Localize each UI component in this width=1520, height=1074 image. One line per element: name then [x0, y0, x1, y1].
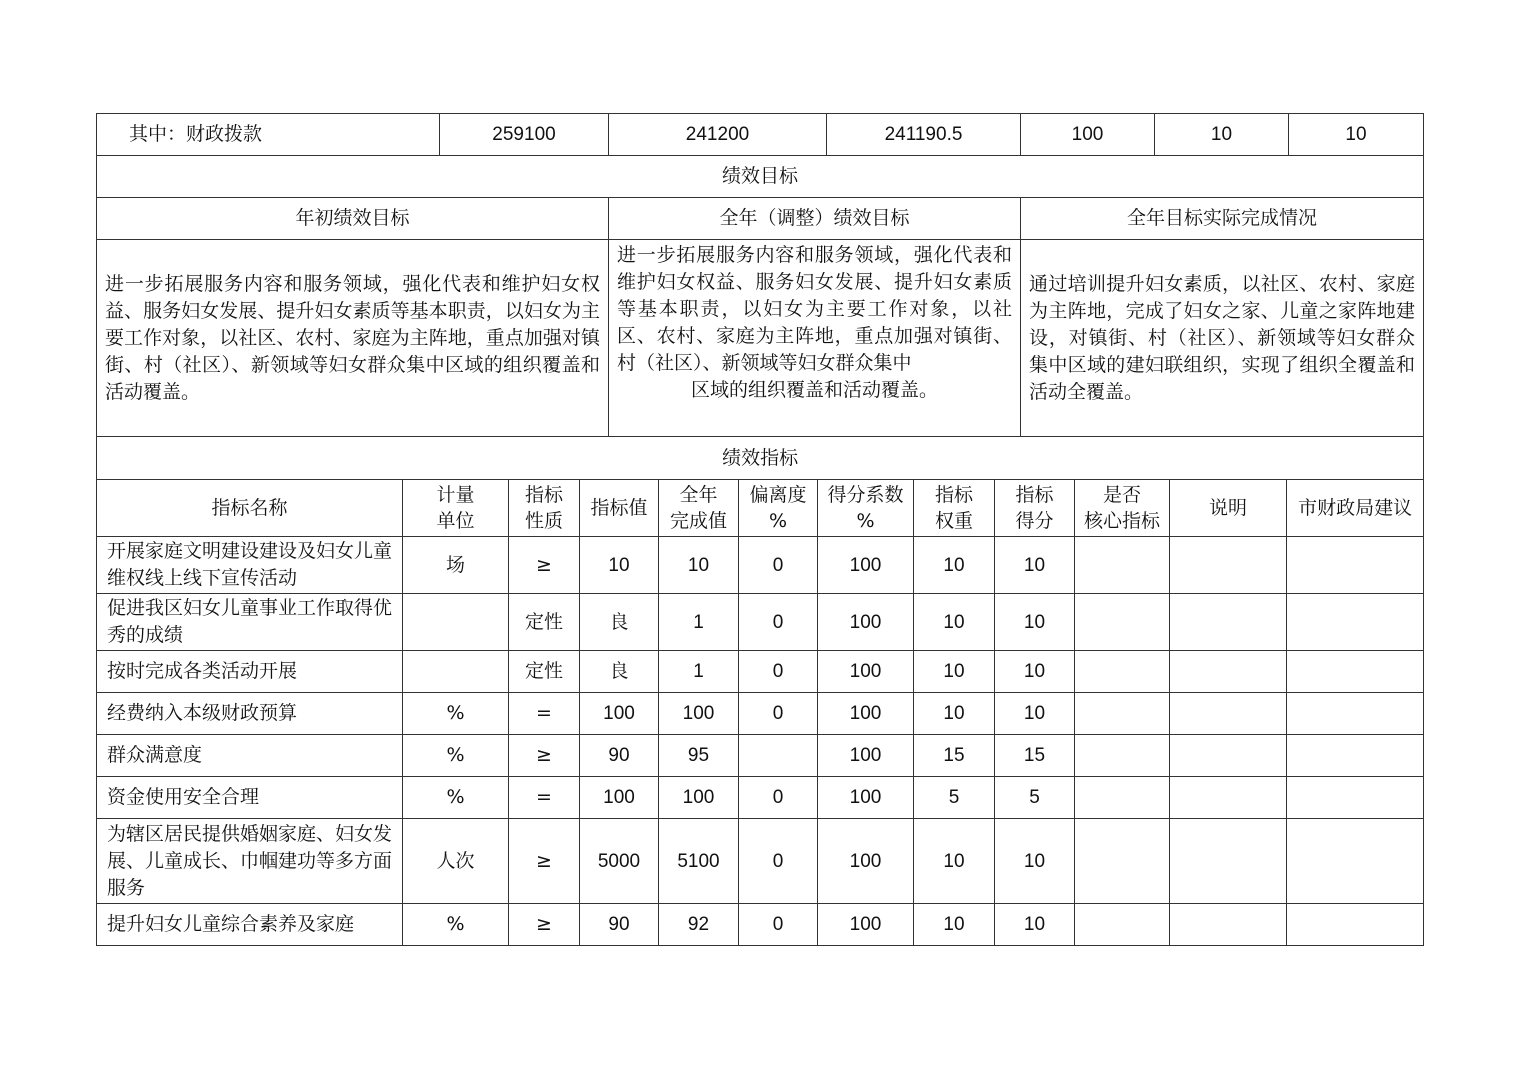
indicator-weight: 5 [914, 777, 995, 819]
indicator-name: 经费纳入本级财政预算 [97, 693, 403, 735]
indicator-deviation: 0 [739, 693, 818, 735]
indicator-weight: 10 [914, 904, 995, 946]
indicators-section-title: 绩效指标 [97, 437, 1424, 480]
funding-value: 241200 [609, 114, 827, 156]
indicator-name: 为辖区居民提供婚姻家庭、妇女发展、儿童成长、巾帼建功等多方面服务 [97, 819, 403, 904]
indicator-nature: ≥ [509, 904, 580, 946]
funding-value: 10 [1155, 114, 1289, 156]
funding-row [97, 114, 1424, 156]
indicator-core [1075, 819, 1170, 904]
indicator-done: 95 [659, 735, 739, 777]
indicator-value: 100 [580, 777, 659, 819]
goals-table [96, 113, 1424, 437]
indicator-coefficient: 100 [818, 537, 914, 594]
indicator-value: 90 [580, 735, 659, 777]
indicator-unit [403, 594, 509, 651]
indicator-done: 1 [659, 651, 739, 693]
header-weight: 指标 权重 [914, 480, 995, 537]
indicator-deviation [739, 735, 818, 777]
header-value: 指标值 [580, 480, 659, 537]
indicator-nature: 定性 [509, 594, 580, 651]
indicator-advice [1287, 594, 1424, 651]
indicator-advice [1287, 537, 1424, 594]
indicator-weight: 10 [914, 651, 995, 693]
indicator-advice [1287, 735, 1424, 777]
indicator-score: 10 [995, 819, 1075, 904]
indicator-note [1170, 594, 1287, 651]
indicator-value: 90 [580, 904, 659, 946]
indicator-unit: % [403, 777, 509, 819]
indicator-unit: 场 [403, 537, 509, 594]
indicator-note [1170, 537, 1287, 594]
indicator-coefficient: 100 [818, 777, 914, 819]
indicator-core [1075, 904, 1170, 946]
indicator-deviation: 0 [739, 651, 818, 693]
indicator-coefficient: 100 [818, 819, 914, 904]
indicator-nature: = [509, 777, 580, 819]
indicator-name: 开展家庭文明建设建设及妇女儿童维权线上线下宣传活动 [97, 537, 403, 594]
indicator-score: 5 [995, 777, 1075, 819]
indicator-note [1170, 904, 1287, 946]
indicators-table [96, 436, 1424, 946]
indicator-note [1170, 777, 1287, 819]
goal-actual-text: 通过培训提升妇女素质，以社区、农村、家庭为主阵地，完成了妇女之家、儿童之家阵地建设，对镇街、村（社区）、新领域等妇女群众集中区域的建妇联组织，实现了组织全覆盖和活动全覆盖。 [1021, 240, 1424, 437]
indicator-note [1170, 693, 1287, 735]
indicator-deviation: 0 [739, 537, 818, 594]
header-score: 指标 得分 [995, 480, 1075, 537]
indicator-note [1170, 819, 1287, 904]
indicator-done: 92 [659, 904, 739, 946]
header-core: 是否 核心指标 [1075, 480, 1170, 537]
indicator-weight: 10 [914, 594, 995, 651]
indicator-nature: 定性 [509, 651, 580, 693]
indicator-name: 提升妇女儿童综合素养及家庭 [97, 904, 403, 946]
indicator-core [1075, 735, 1170, 777]
indicator-score: 10 [995, 594, 1075, 651]
funding-value: 259100 [440, 114, 609, 156]
table-row [97, 777, 1424, 819]
indicator-coefficient: 100 [818, 735, 914, 777]
indicator-coefficient: 100 [818, 693, 914, 735]
table-row [97, 537, 1424, 594]
indicator-weight: 10 [914, 537, 995, 594]
funding-value: 241190.5 [827, 114, 1021, 156]
indicator-value: 5000 [580, 819, 659, 904]
goal-header-adjusted: 全年（调整）绩效目标 [609, 198, 1021, 240]
table-row [97, 904, 1424, 946]
indicator-name: 按时完成各类活动开展 [97, 651, 403, 693]
indicator-deviation: 0 [739, 904, 818, 946]
header-done: 全年 完成值 [659, 480, 739, 537]
goals-section-title: 绩效目标 [97, 156, 1424, 198]
indicator-advice [1287, 777, 1424, 819]
table-row [97, 693, 1424, 735]
header-nature: 指标 性质 [509, 480, 580, 537]
funding-value: 100 [1021, 114, 1155, 156]
indicator-done: 1 [659, 594, 739, 651]
indicator-unit [403, 651, 509, 693]
indicator-done: 100 [659, 693, 739, 735]
indicator-value: 良 [580, 651, 659, 693]
indicator-name: 促进我区妇女儿童事业工作取得优秀的成绩 [97, 594, 403, 651]
table-row [97, 594, 1424, 651]
indicator-value: 良 [580, 594, 659, 651]
table-row [97, 819, 1424, 904]
header-note: 说明 [1170, 480, 1287, 537]
indicator-advice [1287, 904, 1424, 946]
indicator-note [1170, 651, 1287, 693]
indicator-core [1075, 777, 1170, 819]
indicator-score: 10 [995, 651, 1075, 693]
indicator-core [1075, 693, 1170, 735]
indicator-deviation: 0 [739, 777, 818, 819]
table-row [97, 735, 1424, 777]
indicator-unit: % [403, 693, 509, 735]
indicator-weight: 10 [914, 819, 995, 904]
indicator-unit: 人次 [403, 819, 509, 904]
funding-value: 10 [1289, 114, 1424, 156]
indicator-value: 10 [580, 537, 659, 594]
indicator-score: 10 [995, 904, 1075, 946]
indicator-done: 100 [659, 777, 739, 819]
indicator-core [1075, 537, 1170, 594]
indicator-advice [1287, 651, 1424, 693]
header-name: 指标名称 [97, 480, 403, 537]
funding-label: 其中：财政拨款 [97, 114, 440, 156]
goal-header-actual: 全年目标实际完成情况 [1021, 198, 1424, 240]
header-coefficient: 得分系数 % [818, 480, 914, 537]
indicator-deviation: 0 [739, 819, 818, 904]
goal-header-initial: 年初绩效目标 [97, 198, 609, 240]
indicator-name: 资金使用安全合理 [97, 777, 403, 819]
indicators-body [97, 537, 1424, 946]
indicator-done: 5100 [659, 819, 739, 904]
indicator-coefficient: 100 [818, 651, 914, 693]
indicator-deviation: 0 [739, 594, 818, 651]
indicator-advice [1287, 819, 1424, 904]
indicator-score: 10 [995, 693, 1075, 735]
indicator-done: 10 [659, 537, 739, 594]
indicator-value: 100 [580, 693, 659, 735]
indicator-score: 10 [995, 537, 1075, 594]
indicator-unit: % [403, 904, 509, 946]
indicator-score: 15 [995, 735, 1075, 777]
indicator-advice [1287, 693, 1424, 735]
header-advice: 市财政局建议 [1287, 480, 1424, 537]
header-deviation: 偏离度 % [739, 480, 818, 537]
indicator-name: 群众满意度 [97, 735, 403, 777]
indicators-header-row [97, 480, 1424, 537]
indicator-unit: % [403, 735, 509, 777]
goal-adjusted-text-last: 区域的组织覆盖和活动覆盖。 [690, 379, 938, 401]
table-row [97, 651, 1424, 693]
indicator-coefficient: 100 [818, 904, 914, 946]
indicator-note [1170, 735, 1287, 777]
goal-initial-text: 进一步拓展服务内容和服务领域，强化代表和维护妇女权益、服务妇女发展、提升妇女素质等基本职责，以妇女为主要工作对象，以社区、农村、家庭为主阵地，重点加强对镇街、村（社区）、新领域等妇女群众集中区域的组织覆盖和活动覆盖。 [97, 240, 609, 437]
goal-adjusted-text: 进一步拓展服务内容和服务领域，强化代表和维护妇女权益、服务妇女发展、提升妇女素质等基本职责，以妇女为主要工作对象，以社区、农村、家庭为主阵地，重点加强对镇街、村（社区）、新领域等妇女群众集中 [617, 244, 1012, 374]
indicator-core [1075, 651, 1170, 693]
goal-adjusted-cell [609, 240, 1021, 437]
indicator-weight: 10 [914, 693, 995, 735]
indicator-nature: ≥ [509, 819, 580, 904]
indicator-nature: ≥ [509, 537, 580, 594]
indicator-core [1075, 594, 1170, 651]
indicator-nature: = [509, 693, 580, 735]
header-unit: 计量 单位 [403, 480, 509, 537]
indicator-nature: ≥ [509, 735, 580, 777]
indicator-weight: 15 [914, 735, 995, 777]
indicator-coefficient: 100 [818, 594, 914, 651]
